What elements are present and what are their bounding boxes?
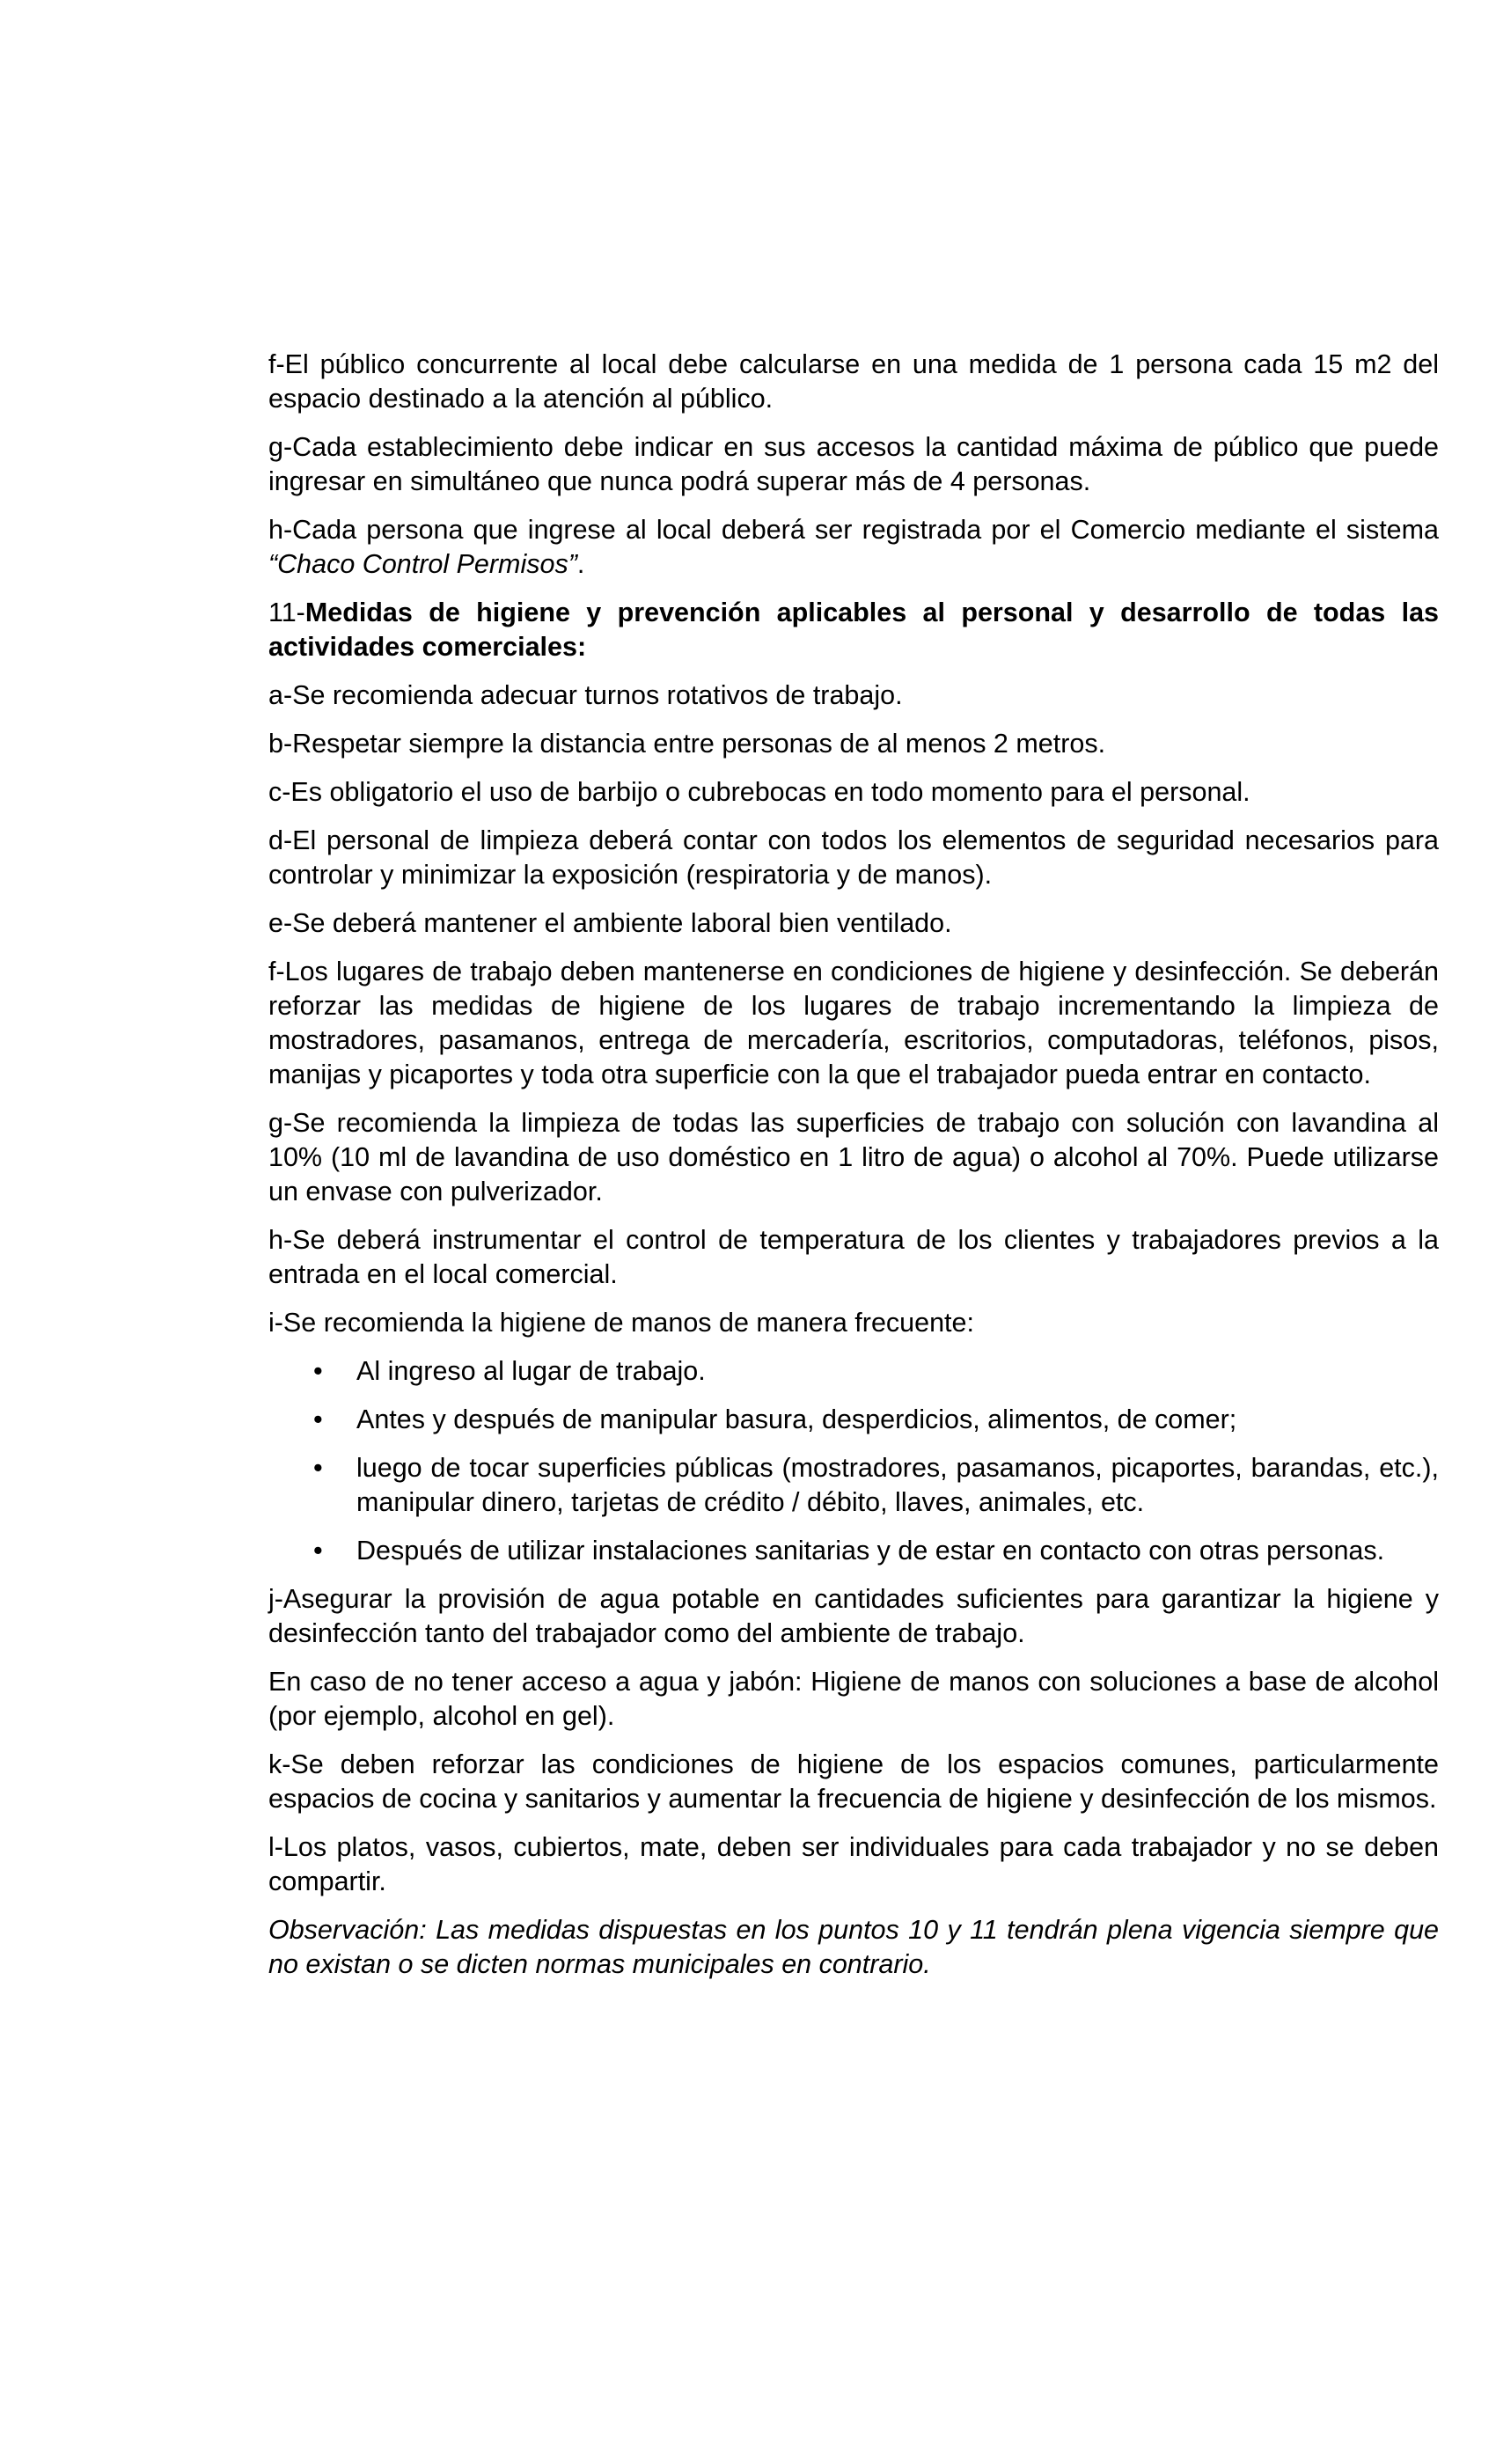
item-f: f-Los lugares de trabajo deben mantenerse en condiciones de higiene y desinfección. Se deberán reforzar las medidas de higiene de los lugares de trabajo incrementando la limpieza de mostradores, pasamanos, entrega de mercadería, escritorios, computadoras, teléfonos, pisos, manijas y picaportes y toda otra superficie con la que el trabajador pueda entrar en contacto. [268,957,1439,1089]
document-page [268,348,1439,1982]
item-h: h-Se deberá instrumentar el control de temperatura de los clientes y trabajadores previos a la entrada en el local comercial. [268,1225,1439,1289]
item-j: j-Asegurar la provisión de agua potable en cantidades suficientes para garantizar la higiene y desinfección tanto del trabajador como del ambiente de trabajo. [268,1584,1439,1648]
bullet-icon: • [313,1404,323,1434]
paragraph-h-registration [268,513,1439,582]
bullet-icon: • [313,1453,323,1483]
bullet-icon: • [313,1536,323,1566]
item-c: c-Es obligatorio el uso de barbijo o cubrebocas en todo momento para el personal. [268,777,1250,807]
list-item [268,1451,1439,1520]
item-k: k-Se deben reforzar las condiciones de higiene de los espacios comunes, particularmente espacios de cocina y sanitarios y aumentar la frecuencia de higiene y desinfección de los mismos. [268,1749,1439,1814]
paragraph-alcohol-alternative: En caso de no tener acceso a agua y jabón: Higiene de manos con soluciones a base de alcohol (por ejemplo, alcohol en gel). [268,1667,1439,1731]
list-item-text: Antes y después de manipular basura, desperdicios, alimentos, de comer; [356,1404,1237,1434]
item-i: i-Se recomienda la higiene de manos de manera frecuente: [268,1308,974,1338]
item-b: b-Respetar siempre la distancia entre personas de al menos 2 metros. [268,729,1106,759]
section-title: Medidas de higiene y prevención aplicables al personal y desarrollo de todas las actividades comerciales: [268,598,1439,662]
list-item [268,1534,1439,1568]
paragraph-f-public-capacity: f-El público concurrente al local debe calcularse en una medida de 1 persona cada 15 m2 del espacio destinado a la atención al público. [268,349,1439,414]
item-a: a-Se recomienda adecuar turnos rotativos de trabajo. [268,680,903,710]
list-item [268,1403,1439,1437]
paragraph-h-prefix: h-Cada persona que ingrese al local deberá ser registrada por el Comercio mediante el sistema [268,515,1439,545]
item-d: d-El personal de limpieza deberá contar con todos los elementos de seguridad necesarios para controlar y minimizar la exposición (respiratoria y de manos). [268,825,1439,890]
item-g: g-Se recomienda la limpieza de todas las superficies de trabajo con solución con lavandina al 10% (10 ml de lavandina de uso doméstico en 1 litro de agua) o alcohol al 70%. Puede utilizarse un envase con pulverizador. [268,1108,1439,1206]
section-heading [268,596,1439,664]
item-l: l-Los platos, vasos, cubiertos, mate, deben ser individuales para cada trabajador y no se deben compartir. [268,1832,1439,1896]
item-e: e-Se deberá mantener el ambiente laboral bien ventilado. [268,908,952,938]
paragraph-h-suffix: . [576,549,585,579]
paragraph-g-max-public: g-Cada establecimiento debe indicar en sus accesos la cantidad máxima de público que puede ingresar en simultáneo que nunca podrá superar más de 4 personas. [268,432,1439,496]
observation-note: Observación: Las medidas dispuestas en los puntos 10 y 11 tendrán plena vigencia siempre que no existan o se dicten normas municipales en contrario. [268,1915,1439,1979]
list-item-text: Después de utilizar instalaciones sanitarias y de estar en contacto con otras personas. [356,1536,1385,1566]
list-item [268,1354,1439,1389]
system-name: “Chaco Control Permisos” [268,549,577,579]
list-item-text: luego de tocar superficies públicas (mostradores, pasamanos, picaportes, barandas, etc.), manipular dinero, tarjetas de crédito / débito, llaves, animales, etc. [356,1453,1439,1517]
hand-hygiene-list [268,1354,1439,1568]
list-item-text: Al ingreso al lugar de trabajo. [356,1356,706,1386]
section-number: 11- [268,598,305,627]
bullet-icon: • [313,1356,323,1386]
